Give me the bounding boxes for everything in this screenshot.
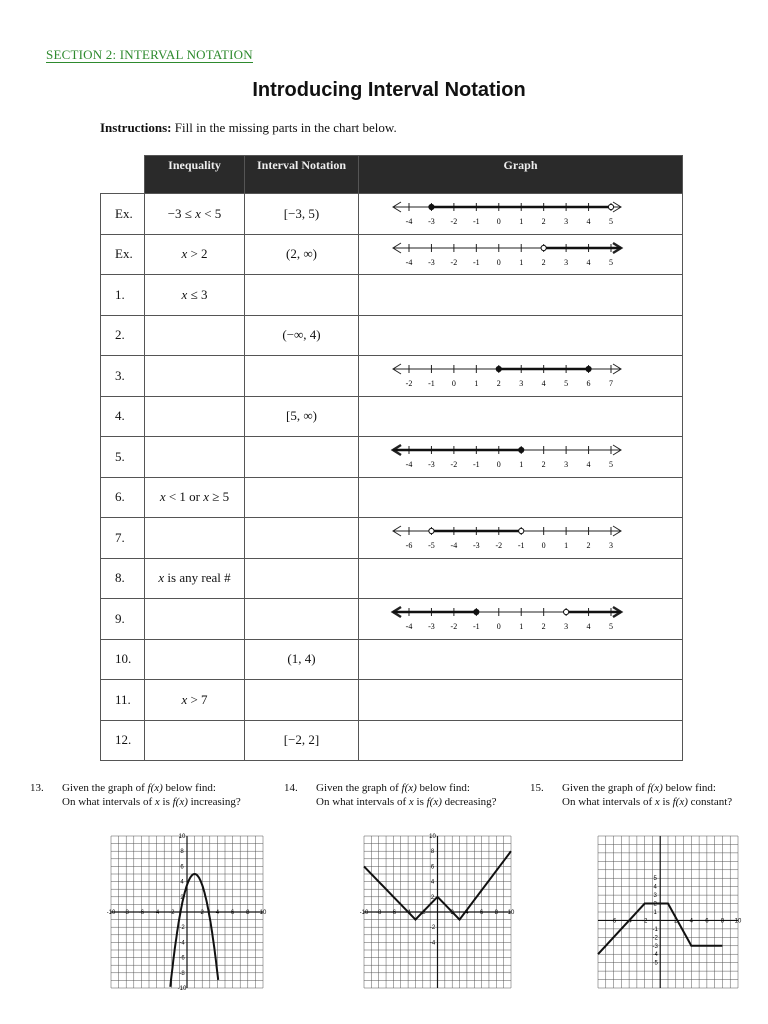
closed-point — [496, 366, 501, 371]
graph-cell — [359, 315, 683, 356]
y-tick-label: -3 — [652, 943, 658, 950]
tick-label: -4 — [405, 460, 413, 469]
row-number: 10. — [101, 639, 145, 680]
y-tick-label: -5 — [652, 960, 658, 967]
y-tick-label: -2 — [429, 925, 436, 932]
number-line — [389, 198, 629, 228]
tick-label: 0 — [496, 217, 501, 226]
y-tick-label: 6 — [180, 864, 184, 871]
row-number: 5. — [101, 437, 145, 478]
tick-label: 1 — [474, 379, 479, 388]
row-number: 9. — [101, 599, 145, 640]
x-tick-label: -10 — [107, 910, 116, 916]
y-tick-label: 1 — [653, 910, 657, 916]
question-line-1: Given the graph of f(x) below find: — [316, 782, 470, 794]
header-inequality: Inequality — [145, 156, 245, 194]
y-tick-label: -2 — [652, 935, 658, 942]
y-tick-label: 3 — [653, 893, 657, 900]
y-tick-label: 8 — [180, 849, 184, 856]
inequality-cell[interactable] — [145, 639, 245, 680]
table-row — [101, 234, 683, 275]
tick-label: 0 — [541, 541, 546, 550]
x-tick-label: 4 — [215, 910, 220, 916]
inequality-cell[interactable]: x > 7 — [145, 680, 245, 721]
y-tick-label: -8 — [179, 970, 185, 977]
inequality-cell[interactable] — [145, 720, 245, 761]
instructions — [100, 120, 397, 136]
table-row — [101, 558, 683, 599]
inequality-cell[interactable] — [145, 356, 245, 397]
graph-cell — [359, 234, 683, 275]
tick-label: 0 — [496, 622, 501, 631]
tick-label: -2 — [450, 622, 458, 631]
x-tick-label: 2 — [450, 910, 454, 916]
x-tick-label: 10 — [507, 910, 515, 916]
x-tick-label: -2 — [169, 910, 175, 916]
question-number: 14. — [284, 782, 298, 794]
y-tick-label: 5 — [653, 876, 657, 883]
function-graph — [107, 832, 267, 992]
tick-label: 0 — [451, 379, 456, 388]
closed-point — [474, 609, 479, 614]
x-tick-label: -8 — [376, 910, 382, 916]
tick-label: -2 — [405, 379, 413, 388]
table-row — [101, 477, 683, 518]
tick-label: 5 — [609, 622, 613, 631]
row-number: 11. — [101, 680, 145, 721]
inequality-cell[interactable]: x is any real # — [145, 558, 245, 599]
question-line-2: On what intervals of x is f(x) constant? — [562, 796, 733, 808]
table-row — [101, 518, 683, 559]
tick-label: -6 — [405, 541, 413, 550]
graph-cell — [359, 396, 683, 437]
number-line — [389, 522, 629, 552]
x-tick-label: 8 — [720, 918, 725, 925]
question-line-2: On what intervals of x is f(x) increasing? — [62, 796, 241, 808]
row-number: 6. — [101, 477, 145, 518]
y-tick-label: 2 — [430, 894, 435, 901]
x-tick-label: 6 — [479, 910, 484, 916]
number-line — [389, 603, 629, 633]
interval-cell[interactable] — [245, 599, 359, 640]
row-number: 4. — [101, 396, 145, 437]
inequality-cell[interactable]: x < 1 or x ≥ 5 — [145, 477, 245, 518]
interval-cell[interactable] — [245, 477, 359, 518]
open-point — [519, 528, 524, 533]
tick-label: -3 — [428, 460, 435, 469]
tick-label: 4 — [586, 217, 591, 226]
y-tick-label: -10 — [177, 986, 187, 992]
tick-label: 4 — [586, 257, 591, 267]
graph-cell — [359, 720, 683, 761]
tick-label: 3 — [564, 460, 569, 469]
question-number: 15. — [530, 782, 544, 794]
y-tick-label: 4 — [430, 879, 435, 886]
tick-label: 5 — [609, 460, 613, 469]
tick-label: 5 — [609, 257, 613, 267]
header-graph: Graph — [359, 156, 683, 194]
question-line-2: On what intervals of x is f(x) decreasing? — [316, 796, 497, 808]
tick-label: 2 — [496, 379, 501, 388]
tick-label: 0 — [496, 460, 501, 469]
tick-label: -4 — [405, 622, 413, 631]
tick-label: -3 — [428, 217, 435, 226]
tick-label: 3 — [564, 257, 569, 267]
inequality-cell[interactable] — [145, 396, 245, 437]
open-point — [564, 609, 569, 614]
header-interval: Interval Notation — [245, 156, 359, 194]
y-tick-label: -1 — [652, 926, 658, 933]
tick-label: 4 — [586, 460, 591, 469]
x-tick-label: -6 — [610, 918, 617, 925]
y-tick-label: 2 — [180, 894, 184, 901]
tick-label: 2 — [541, 622, 546, 631]
row-number: 7. — [101, 518, 145, 559]
closed-point — [519, 447, 524, 452]
row-number: 2. — [101, 315, 145, 356]
inequality-cell[interactable] — [145, 437, 245, 478]
number-line — [389, 360, 629, 390]
graph-cell — [359, 437, 683, 478]
row-number: Ex. — [101, 194, 145, 235]
y-tick-label: 10 — [429, 834, 436, 840]
function-graph — [360, 832, 515, 992]
x-tick-label: -2 — [420, 910, 426, 916]
tick-label: -1 — [472, 257, 480, 267]
tick-label: -3 — [428, 622, 435, 631]
tick-label: -1 — [472, 217, 480, 226]
graph-cell — [359, 639, 683, 680]
interval-cell[interactable] — [245, 275, 359, 316]
row-number: 12. — [101, 720, 145, 761]
x-tick-label: 4 — [465, 910, 469, 916]
x-tick-label: 4 — [689, 918, 694, 925]
interval-cell[interactable] — [245, 356, 359, 397]
tick-label: -2 — [450, 257, 458, 267]
table-row — [101, 275, 683, 316]
tick-label: 2 — [541, 257, 546, 267]
open-point — [541, 245, 546, 250]
tick-label: 5 — [609, 217, 613, 226]
x-tick-label: -8 — [123, 910, 129, 916]
tick-label: 2 — [586, 541, 591, 550]
tick-label: -4 — [405, 217, 413, 226]
tick-label: 0 — [496, 257, 501, 267]
table-row — [101, 599, 683, 640]
tick-label: 3 — [564, 622, 569, 631]
tick-label: 2 — [541, 460, 546, 469]
interval-cell[interactable] — [245, 680, 359, 721]
number-line — [389, 239, 629, 269]
tick-label: -1 — [517, 541, 525, 550]
instructions-text: Fill in the missing parts in the chart below. — [174, 120, 397, 135]
x-tick-label: 2 — [200, 910, 204, 916]
graph-cell — [359, 194, 683, 235]
graph-cell — [359, 275, 683, 316]
header-blank — [101, 156, 145, 194]
y-tick-label: -4 — [429, 940, 436, 947]
inequality-cell[interactable] — [145, 518, 245, 559]
y-tick-label: 6 — [430, 864, 435, 871]
interval-cell[interactable]: [5, ∞) — [245, 396, 359, 437]
graph-cell — [359, 518, 683, 559]
interval-cell[interactable]: (1, 4) — [245, 639, 359, 680]
table-row — [101, 356, 683, 397]
tick-label: 7 — [609, 379, 613, 388]
x-tick-label: 10 — [259, 910, 267, 916]
graph-cell — [359, 558, 683, 599]
x-tick-label: 2 — [674, 918, 678, 925]
interval-cell[interactable]: (−∞, 4) — [245, 315, 359, 356]
graph-cell — [359, 356, 683, 397]
y-tick-label: -2 — [179, 925, 185, 932]
row-number: 3. — [101, 356, 145, 397]
interval-cell[interactable] — [245, 437, 359, 478]
tick-label: 4 — [586, 622, 591, 631]
question-number: 13. — [30, 782, 44, 794]
interval-cell[interactable]: (2, ∞) — [245, 234, 359, 275]
inequality-cell[interactable]: x > 2 — [145, 234, 245, 275]
tick-label: 3 — [609, 541, 613, 550]
x-tick-label: -2 — [641, 918, 648, 925]
tick-label: 5 — [564, 379, 569, 388]
x-tick-label: -4 — [153, 910, 160, 916]
tick-label: -4 — [405, 257, 413, 267]
x-tick-label: 10 — [734, 918, 742, 925]
table-row — [101, 396, 683, 437]
question-line-1: Given the graph of f(x) below find: — [62, 782, 216, 794]
tick-label: 3 — [564, 217, 569, 226]
y-tick-label: 8 — [430, 849, 435, 856]
inequality-cell[interactable] — [145, 599, 245, 640]
row-number: 1. — [101, 275, 145, 316]
number-line — [389, 441, 629, 471]
table-row — [101, 194, 683, 235]
interval-cell[interactable] — [245, 558, 359, 599]
tick-label: 1 — [519, 257, 524, 267]
y-tick-label: -6 — [179, 955, 185, 962]
graph-cell — [359, 599, 683, 640]
section-heading-display: SECTION 2: INTERVAL NOTATION — [46, 47, 253, 62]
tick-label: -1 — [472, 622, 480, 631]
tick-label: 1 — [564, 541, 569, 550]
tick-label: -1 — [472, 460, 480, 469]
x-tick-label: 6 — [230, 910, 235, 916]
tick-label: 1 — [519, 622, 524, 631]
tick-label: -1 — [428, 379, 435, 388]
chart-header-row — [101, 156, 683, 194]
inequality-cell[interactable]: −3 ≤ x < 5 — [145, 194, 245, 235]
y-tick-label: -4 — [179, 940, 185, 947]
x-tick-label: -10 — [360, 910, 369, 916]
tick-label: 4 — [541, 379, 546, 388]
x-tick-label: 8 — [494, 910, 498, 916]
x-tick-label: -6 — [390, 910, 397, 916]
row-number: 8. — [101, 558, 145, 599]
tick-label: 6 — [586, 379, 591, 388]
tick-label: 3 — [519, 379, 524, 388]
x-tick-label: -4 — [626, 918, 632, 925]
open-point — [608, 204, 613, 209]
x-tick-label: 6 — [705, 918, 709, 925]
y-tick-label: 4 — [653, 884, 657, 891]
graph-cell — [359, 477, 683, 518]
inequality-cell[interactable] — [145, 315, 245, 356]
y-tick-label: 4 — [180, 879, 184, 886]
closed-point — [429, 204, 434, 209]
inequality-cell[interactable]: x ≤ 3 — [145, 275, 245, 316]
table-row — [101, 315, 683, 356]
table-row — [101, 680, 683, 721]
instructions-label: Instructions: — [100, 120, 172, 135]
table-row — [101, 437, 683, 478]
tick-label: 2 — [541, 217, 546, 226]
y-tick-label: 10 — [178, 834, 186, 840]
question-line-1: Given the graph of f(x) below find: — [562, 782, 716, 794]
interval-chart — [100, 155, 683, 761]
y-tick-label: 2 — [653, 901, 657, 908]
tick-label: -5 — [428, 541, 435, 550]
graph-cell — [359, 680, 683, 721]
tick-label: -2 — [495, 541, 503, 550]
tick-label: -2 — [450, 217, 458, 226]
x-tick-label: -4 — [405, 910, 411, 916]
y-tick-label: -4 — [652, 952, 658, 959]
row-number: Ex. — [101, 234, 145, 275]
tick-label: -4 — [450, 541, 458, 550]
function-curve — [170, 874, 218, 987]
interval-cell[interactable]: [−2, 2] — [245, 720, 359, 761]
closed-point — [586, 366, 591, 371]
tick-label: -3 — [428, 257, 435, 267]
interval-cell[interactable]: [−3, 5) — [245, 194, 359, 235]
tick-label: -3 — [472, 541, 480, 550]
tick-label: 1 — [519, 460, 524, 469]
table-row — [101, 720, 683, 761]
interval-cell[interactable] — [245, 518, 359, 559]
function-graph — [594, 832, 742, 992]
tick-label: 1 — [519, 217, 524, 226]
table-row — [101, 639, 683, 680]
x-tick-label: -6 — [138, 910, 145, 916]
page-title: Introducing Interval Notation — [252, 79, 526, 101]
x-tick-label: 8 — [246, 910, 250, 916]
open-point — [429, 528, 434, 533]
tick-label: -2 — [450, 460, 458, 469]
